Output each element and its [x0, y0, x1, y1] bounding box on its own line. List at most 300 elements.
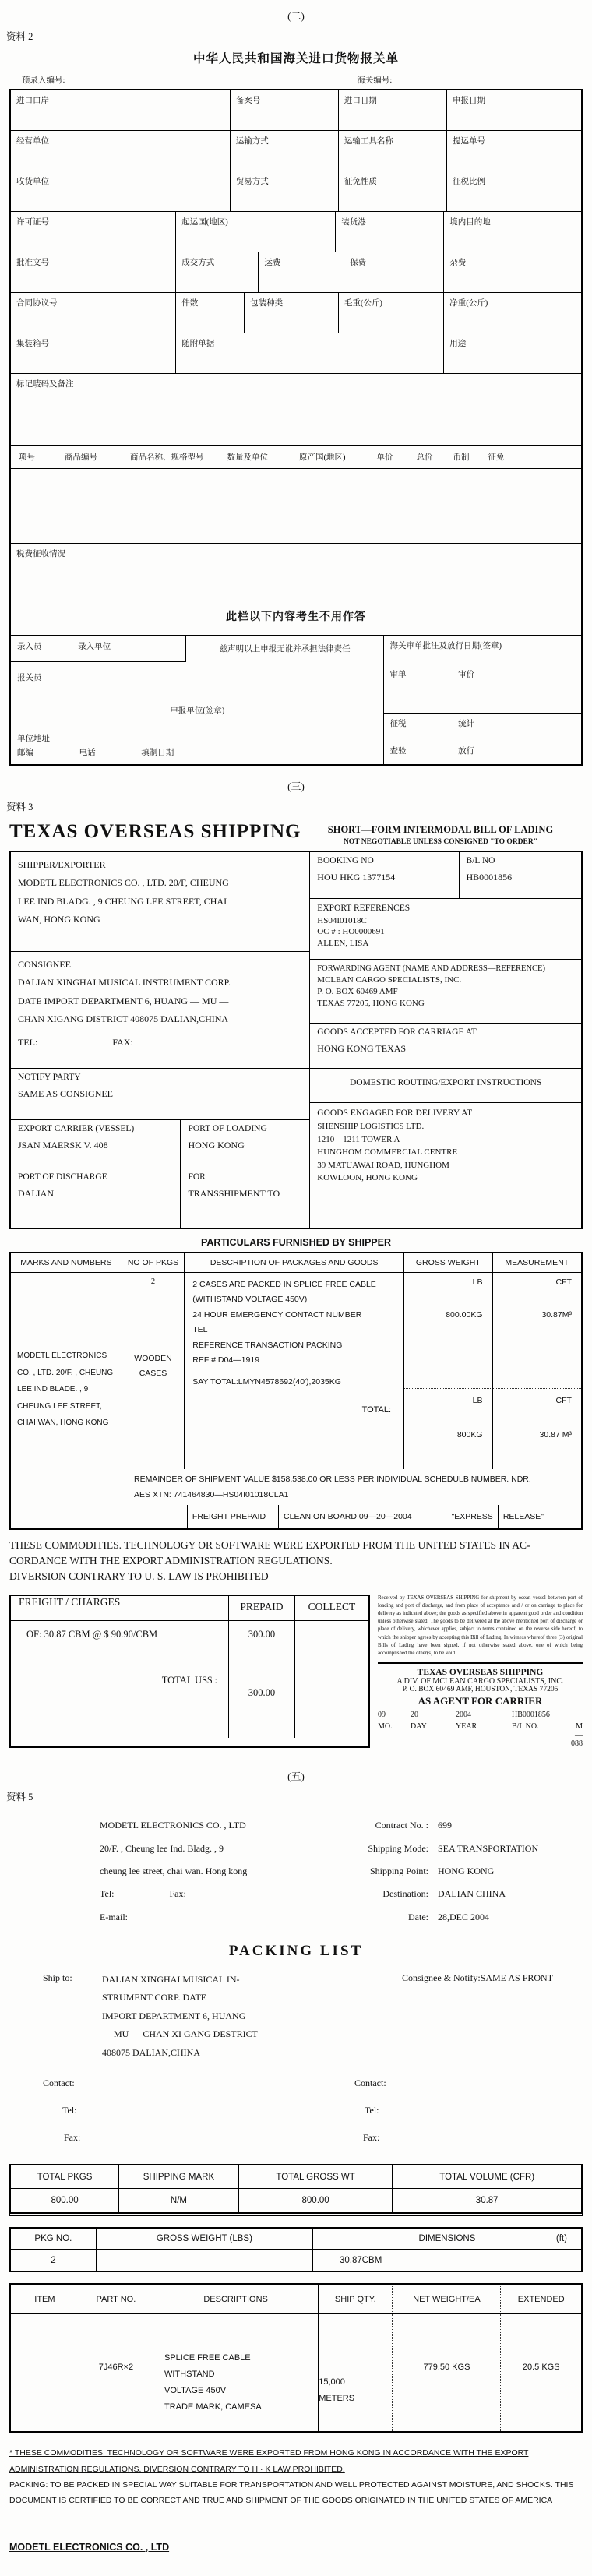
bl-no-label: B/L NO	[466, 856, 495, 865]
prepaid-label: PREPAID	[229, 1596, 295, 1620]
declare-unit-sign-label: 申报单位(签章)	[170, 707, 225, 715]
part-no-value: 7J46R×2	[79, 2314, 153, 2431]
descriptions-col-label: DESCRIPTIONS	[153, 2285, 319, 2313]
forwarding-agent-label: FORWARDING AGENT (NAME AND ADDRESS—REFERENCE)	[317, 964, 545, 973]
delivery-line: KOWLOON, HONG KONG	[317, 1173, 418, 1183]
section-marker-2: (二)	[287, 10, 305, 22]
item-header-row	[11, 2285, 581, 2314]
booking-no-label: BOOKING NO	[317, 856, 374, 865]
ms-value-1: 30.87M³	[541, 1310, 572, 1320]
col-quantity-unit: 数量及单位	[227, 453, 268, 462]
compliance-line: DIVERSION CONTRARY TO U. S. LAW IS PROHIBITED	[9, 1570, 269, 1583]
port-of-discharge-cell	[11, 1168, 181, 1228]
port-of-discharge-label: PORT OF DISCHARGE	[18, 1172, 107, 1182]
section-marker-3: (三)	[287, 781, 305, 792]
total-pkgs-value: 800.00	[11, 2189, 119, 2212]
col-commodity-code: 商品编号	[65, 453, 97, 462]
customs-endorsement-label: 海关审单批注及放行日期(签章)	[389, 642, 502, 650]
fill-date-label: 填制日期	[141, 749, 174, 757]
tel-label: TEL:	[18, 1036, 38, 1048]
bol-right-column	[310, 852, 581, 1228]
ocean-freight-amount: 300.00	[248, 1628, 276, 1640]
agent-role: AS AGENT FOR CARRIER	[418, 1695, 543, 1707]
customs-form-table	[9, 89, 583, 766]
phone-label: 电话	[79, 749, 96, 757]
tax-collection-label: 税费征收情况	[16, 550, 65, 559]
ms-unit: CFT	[555, 1277, 572, 1287]
release-label: RELEASE"	[502, 1511, 544, 1521]
extended-col-label: EXTENDED	[517, 2294, 565, 2304]
freight-charges-body	[11, 1621, 368, 1738]
pl-header-row	[100, 1883, 592, 1905]
dimensions-label: DIMENSIONS	[418, 2234, 476, 2244]
item-desc-line: WITHSTAND	[164, 2370, 215, 2380]
received-clause-text: Received by TEXAS OVERSEAS SHIPPING for shipment by ocean vessel between port of loading and port of discharge, and from place of acceptance and / or on carriage to place for delivery as indicated above; the goods as specified above in apparent good order and condition unless otherwise stated. The goods to be delivered at the above mentioned port of discharge or place of delivery, whichever applies, subject to terms contained on the reverse side hereof, to which the shipper agrees by accepting this Bill of Lading. In witness whereof three (3) original Bills of Lading have been signed, if not otherwise stated above, one of which being accomplished the other(s) to be void.	[378, 1595, 583, 1656]
col-unit-price: 单价	[376, 453, 393, 462]
price-review-label: 审价	[458, 671, 475, 679]
goods-accepted-label: GOODS ACCEPTED FOR CARRIAGE AT	[317, 1027, 477, 1037]
doc2-label: 资料 2	[6, 31, 33, 42]
field-bl-no: 提运单号	[452, 137, 485, 146]
consignee-notify-block	[402, 1971, 553, 2062]
tax-stats-cell	[384, 714, 581, 738]
tax-collection-cell	[11, 544, 581, 636]
field-transport-name: 运输工具名称	[339, 131, 447, 171]
pl-fax-label: Fax:	[169, 1888, 186, 1900]
agent-address: P. O. BOX 60469 AMF, HOUSTON, TEXAS 77205	[402, 1686, 559, 1694]
item-col-label: ITEM	[11, 2285, 79, 2313]
pl-tel-label: Tel:	[100, 1888, 115, 1900]
total-gross-wt-value: 800.00	[239, 2189, 393, 2212]
export-carrier-label: EXPORT CARRIER (VESSEL)	[18, 1124, 135, 1133]
delivery-line: 39 MATUAWAI ROAD, HUNGHOM	[317, 1160, 449, 1170]
packing-list-title: PACKING LIST	[228, 1943, 364, 1960]
field-trade-mode: 贸易方式	[231, 171, 339, 211]
fax-label-left: Fax:	[64, 2132, 81, 2144]
entry-clerk-box	[11, 636, 186, 662]
export-references-cell	[310, 899, 581, 960]
destination-value: DALIAN CHINA	[438, 1888, 506, 1900]
pkg-type-line: CASES	[139, 1368, 167, 1378]
item-detail-table	[9, 2283, 583, 2433]
shipping-mark-label: SHIPPING MARK	[119, 2165, 239, 2188]
freight-charges-header	[11, 1596, 368, 1621]
transshipment-label-1: FOR	[188, 1172, 206, 1182]
customs-row-6	[11, 293, 581, 333]
pkg-dimensions-table	[9, 2227, 583, 2272]
delivery-cell	[310, 1103, 581, 1228]
doc5-label: 资料 5	[6, 1792, 33, 1803]
received-clause-block	[370, 1595, 583, 1749]
contract-no-value: 699	[438, 1820, 452, 1831]
customs-endorsement-cell	[384, 636, 581, 714]
contact-row	[0, 2077, 592, 2089]
particulars-table	[9, 1252, 583, 1530]
field-misc-fees: 杂费	[449, 259, 467, 267]
field-import-port: 进口口岸	[11, 90, 231, 130]
year-label: YEAR	[456, 1722, 477, 1732]
customs-no-label: 海关编号:	[357, 76, 393, 85]
pl-header-row	[100, 1860, 592, 1883]
gross-weight-cell	[404, 1273, 492, 1469]
field-container-no: 集装箱号	[11, 333, 176, 373]
remainder-line: REMAINDER OF SHIPMENT VALUE $158,538.00 OR LESS PER INDIVIDUAL SCHEDULB NUMBER. NDR.	[134, 1475, 531, 1484]
entry-unit-label: 录入单位	[78, 643, 111, 651]
export-ref-line: ALLEN, LISA	[317, 939, 369, 949]
desc-line: 24 HOUR EMERGENCY CONTACT NUMBER	[192, 1309, 362, 1320]
marks-line: CHEUNG LEE STREET,	[17, 1401, 102, 1411]
agent-company: TEXAS OVERSEAS SHIPPING	[417, 1668, 544, 1678]
destination-label: Destination:	[382, 1888, 428, 1900]
field-insurance: 保费	[344, 252, 444, 292]
dotted-divider	[11, 469, 581, 506]
shipper-line: WAN, HONG KONG	[18, 914, 100, 925]
total-usd-label: TOTAL US$ :	[161, 1674, 217, 1686]
fax-row	[0, 2132, 592, 2144]
description-cell	[185, 1273, 404, 1469]
col-item-no: 项号	[19, 453, 35, 462]
goods-accepted-value: HONG KONG TEXAS	[317, 1043, 407, 1054]
item-desc-line: TRADE MARK, CAMESA	[164, 2402, 262, 2412]
export-carrier-value: JSAN MAERSK V. 408	[18, 1140, 108, 1151]
customs-row-5	[11, 252, 581, 293]
ship-to-line: DALIAN XINGHAI MUSICAL IN-	[102, 1974, 240, 1986]
col-no-of-pkgs: NO OF PKGS	[122, 1253, 185, 1272]
day-label: DAY	[411, 1722, 427, 1732]
pkg-no-value: 2	[11, 2250, 97, 2271]
ship-to-line: STRUMENT CORP. DATE	[102, 1992, 207, 2003]
discharge-transship-row	[11, 1168, 309, 1228]
part-no-col-label: PART NO.	[79, 2285, 153, 2313]
field-operator: 经营单位	[11, 131, 231, 171]
tel-row	[0, 2105, 592, 2116]
field-transport-mode: 运输方式	[231, 131, 339, 171]
dotted-divider	[404, 1388, 492, 1389]
col-marks: MARKS AND NUMBERS	[11, 1253, 122, 1272]
shipping-point-value: HONG KONG	[438, 1865, 495, 1876]
remainder-block	[11, 1469, 581, 1505]
bl-number: HB0001856	[512, 1711, 550, 1720]
entry-clerk-label: 录入员	[17, 643, 42, 651]
particulars-header	[11, 1253, 581, 1273]
ship-to-address	[102, 1971, 336, 2062]
particulars-title: PARTICULARS FURNISHED BY SHIPPER	[200, 1237, 391, 1248]
customs-row-7	[11, 333, 581, 374]
compliance-line: THESE COMMODITIES. TECHNOLOGY OR SOFTWARE WERE EXPORTED FROM THE UNITED STATES IN AC-	[9, 1538, 530, 1551]
pl-header-row	[100, 1838, 592, 1860]
zip-label: 邮编	[17, 749, 33, 757]
agent-division: A DIV. OF MCLEAN CARGO SPECIALISTS, INC.	[396, 1677, 564, 1686]
gw-unit: LB	[472, 1277, 483, 1287]
customs-row-1	[11, 90, 581, 131]
consignee-cell	[11, 952, 309, 1069]
marks-line: LEE IND BLADE. , 9	[17, 1385, 89, 1394]
declaration-statement: 兹声明以上申报无讹并承担法律责任	[219, 645, 351, 654]
pkg-type	[122, 1351, 185, 1381]
forwarder-line: TEXAS 77205, HONG KONG	[317, 998, 425, 1008]
bol-header	[9, 821, 583, 846]
item-desc-line: VOLTAGE 450V	[164, 2386, 227, 2396]
inspect-release-cell	[384, 738, 581, 764]
transshipment-cell	[181, 1168, 309, 1228]
ocean-freight-line: OF: 30.87 CBM @ $ 90.90/CBM	[26, 1628, 158, 1640]
customs-row-2	[11, 131, 581, 171]
contact-label-right: Contact:	[354, 2077, 386, 2089]
collect-label: COLLECT	[308, 1600, 356, 1612]
express-label: "EXPRESS	[435, 1505, 499, 1528]
pl-company-address-1: 20/F. , Cheung lee Ind. Bladg. , 9	[100, 1842, 224, 1854]
gw-value-1: 800.00KG	[446, 1310, 483, 1320]
goods-accepted-cell	[310, 1024, 581, 1069]
bl-date-labels	[378, 1722, 583, 1748]
dimensions-value-cell	[313, 2250, 581, 2271]
bol-form-subtitle: NOT NEGOTIABLE UNLESS CONSIGNED "TO ORDER"	[343, 838, 538, 846]
ship-qty-cell	[319, 2314, 393, 2431]
date-label: Date:	[408, 1911, 428, 1922]
field-attached-docs: 随附单据	[176, 333, 444, 373]
item-blank-area	[11, 469, 581, 544]
doc-review-label: 审单	[389, 671, 407, 679]
total-volume-value: 30.87	[475, 2196, 499, 2206]
signature-company: MODETL ELECTRONICS CO. , LTD	[9, 2541, 170, 2553]
totals-header-row	[11, 2165, 581, 2189]
export-ref-line: OC # : HO0000691	[317, 927, 385, 937]
notify-party-value: SAME AS CONSIGNEE	[18, 1088, 114, 1099]
field-loading-port: 装货港	[336, 212, 444, 252]
field-package-count: 件数	[176, 293, 245, 333]
shipping-mark-value: N/M	[119, 2189, 239, 2212]
field-domestic-destination: 境内目的地	[449, 218, 491, 227]
field-gross-weight: 毛重(公斤)	[339, 293, 444, 333]
freight-prepaid-label: FREIGHT PREPAID	[188, 1505, 279, 1528]
us-compliance-statement	[9, 1538, 583, 1585]
booking-no-cell	[310, 852, 459, 898]
field-declare-date: 申报日期	[452, 97, 485, 105]
review-pair	[389, 668, 576, 680]
marks-cell	[11, 1273, 122, 1469]
field-import-date: 进口日期	[339, 90, 447, 130]
domestic-routing-cell: DOMESTIC ROUTING/EXPORT INSTRUCTIONS	[310, 1069, 581, 1103]
bill-of-lading	[9, 821, 583, 1530]
field-consignee-unit: 收货单位	[11, 171, 231, 211]
pl-company-address-2: cheung lee street, chai wan. Hong kong	[100, 1865, 248, 1876]
freight-charges-table	[9, 1595, 370, 1749]
col-commodity-name: 商品名称、规格型号	[130, 453, 204, 462]
field-record-no: 备案号	[231, 90, 339, 130]
month-label: MO.	[378, 1722, 393, 1732]
item-value-row	[11, 2314, 581, 2431]
freight-charge-lines	[11, 1621, 229, 1738]
ship-qty-unit: METERS	[319, 2394, 355, 2404]
packing-notes	[9, 2445, 583, 2509]
pkg-header-row	[11, 2229, 581, 2250]
delivery-label: GOODS ENGAGED FOR DELIVERY AT	[317, 1108, 473, 1118]
export-references-label: EXPORT REFERENCES	[317, 904, 411, 913]
aes-line: AES XTN: 741464830—HS04I01018CLA1	[134, 1489, 289, 1499]
consignee-line: DALIAN XINGHAI MUSICAL INSTRUMENT CORP.	[18, 977, 231, 988]
customs-number-row	[22, 74, 570, 86]
total-label: TOTAL:	[361, 1404, 392, 1415]
bl-no-value: HB0001856	[466, 872, 513, 883]
field-approval-no: 批准文号	[11, 252, 176, 292]
notify-party-label: NOTIFY PARTY	[18, 1073, 81, 1082]
packing-note: PACKING: TO BE PACKED IN SPECIAL WAY SUITABLE FOR TRANSPORTATION AND WELL PROTECTED AGAINST MOISTURE, AND SHOCKS. THIS DOCUMENT IS CERTIFIED TO BE CORRECT AND TRUE AND SHIPMENT OF THE GOODS ORIGINATED IN THE UNITED STATES OF AMERICA	[9, 2479, 574, 2506]
inspection-label: 查验	[389, 747, 407, 756]
desc-line: TEL	[192, 1325, 208, 1335]
field-transaction-mode: 成交方式	[176, 252, 259, 292]
ship-to-line: IMPORT DEPARTMENT 6, HUANG	[102, 2010, 246, 2021]
shipper-cell	[11, 852, 309, 952]
clean-on-board-label: CLEAN ON BOARD 09—20—2004	[279, 1505, 435, 1528]
date-value: 28,DEC 2004	[438, 1911, 489, 1922]
total-gross-wt-label: TOTAL GROSS WT	[239, 2165, 393, 2188]
gw-value-2: 800KG	[456, 1430, 483, 1440]
pl-telfax-row	[100, 1883, 333, 1905]
freight-charges-label: FREIGHT / CHARGES	[11, 1596, 229, 1620]
zip-phone-date-row	[17, 746, 174, 758]
desc-line: (WITHSTAND VOLTAGE 450V)	[192, 1295, 308, 1305]
net-weight-value: 779.50 KGS	[393, 2314, 501, 2431]
fax-label-right: Fax:	[363, 2132, 380, 2144]
customs-footer	[11, 636, 581, 764]
consignee-line: CHAN XIGANG DISTRICT 408075 DALIAN,CHINA	[18, 1013, 229, 1025]
section-marker-5: (五)	[287, 1771, 305, 1783]
consignee-notify-label: Consignee & Notify:	[402, 1972, 481, 1984]
unit-address-label: 单位地址	[17, 735, 50, 743]
pkg-type-line: WOODEN	[134, 1354, 172, 1363]
bol-table	[9, 851, 583, 1229]
field-license-no: 许可证号	[11, 212, 176, 252]
field-tax-ratio: 征税比例	[452, 178, 485, 186]
net-weight-col-label: NET WEIGHT/EA	[393, 2285, 501, 2313]
item-description-cell	[153, 2314, 319, 2431]
shipper-line: LEE IND BLADG. , 9 CHEUNG LEE STREET, CHAI	[18, 895, 227, 907]
shipping-mode-label: Shipping Mode:	[368, 1842, 428, 1854]
marks-line: MODETL ELECTRONICS	[17, 1351, 107, 1360]
port-of-discharge-value: DALIAN	[18, 1188, 54, 1199]
ship-qty-value: 15,000	[319, 2377, 345, 2387]
dimensions-header	[313, 2229, 581, 2249]
pl-company-name: MODETL ELECTRONICS CO. , LTD	[100, 1820, 246, 1831]
field-package-type: 包装种类	[245, 293, 339, 333]
no-answer-note: 此栏以下内容考生不用作答	[226, 610, 366, 622]
dotted-divider	[493, 1388, 581, 1389]
totals-value-row	[11, 2189, 581, 2212]
delivery-line: SHENSHIP LOGISTICS LTD.	[317, 1122, 425, 1132]
ms-unit-2: CFT	[555, 1396, 572, 1405]
prepaid-values	[229, 1621, 295, 1738]
forwarder-line: MCLEAN CARGO SPECIALISTS, INC.	[317, 975, 462, 985]
ms-value-2: 30.87 M³	[539, 1430, 572, 1440]
field-net-weight: 净重(公斤)	[449, 299, 488, 308]
total-usd-amount: 300.00	[248, 1686, 276, 1698]
bol-form-title: SHORT—FORM INTERMODAL BILL OF LADING	[327, 824, 554, 835]
field-levy-nature: 征免性质	[339, 171, 447, 211]
ship-qty-col-label: SHIP QTY.	[319, 2285, 393, 2313]
booking-bl-row	[310, 852, 581, 899]
port-of-loading-label: PORT OF LOADING	[188, 1124, 267, 1133]
consignee-label: CONSIGNEE	[18, 959, 71, 970]
desc-line: REFERENCE TRANSACTION PACKING	[192, 1340, 343, 1350]
transshipment-label-2: TRANSSHIPMENT TO	[188, 1188, 280, 1199]
customs-row-3	[11, 171, 581, 212]
doc3-label: 资料 3	[6, 802, 33, 812]
item-header-row	[11, 446, 581, 469]
export-ref-line: HS04I01018C	[317, 915, 367, 925]
ship-to-block	[43, 1971, 592, 2062]
tel-label-right: Tel:	[365, 2105, 379, 2116]
say-total-line: SAY TOTAL:LMYN4578692(40′),2035KG	[192, 1376, 341, 1387]
bol-left-column	[11, 852, 310, 1228]
col-levy-exempt: 征免	[488, 453, 505, 462]
delivery-line: 1210—1211 TOWER A	[317, 1134, 400, 1144]
forwarder-line: P. O. BOX 60469 AMF	[317, 987, 398, 997]
col-total-price: 总价	[416, 453, 433, 462]
customs-footer-right	[384, 636, 581, 764]
shipping-point-label: Shipping Point:	[369, 1865, 428, 1876]
delivery-line: HUNGHOM COMMERCIAL CENTRE	[317, 1147, 458, 1158]
tel-label-left: Tel:	[62, 2105, 77, 2116]
field-marks-remarks: 标记唛码及备注	[11, 374, 581, 446]
measurement-cell	[493, 1273, 581, 1469]
release-label: 放行	[458, 747, 475, 756]
bl-day: 20	[411, 1711, 418, 1720]
bl-no-cell	[460, 852, 581, 898]
total-pkgs-label: TOTAL PKGS	[11, 2165, 119, 2188]
bol-company-name: TEXAS OVERSEAS SHIPPING	[9, 821, 301, 842]
tax-levy-label: 征税	[389, 720, 407, 728]
consignee-line: DATE IMPORT DEPARTMENT 6, HUANG — MU —	[18, 995, 229, 1006]
col-measurement: MEASUREMENT	[505, 1258, 569, 1267]
extended-value: 20.5 KGS	[522, 2363, 560, 2373]
pl-header-row	[100, 1814, 592, 1837]
pkg-count: 2	[150, 1277, 156, 1286]
pkg-value-row	[11, 2250, 581, 2271]
export-carrier-cell	[11, 1120, 181, 1168]
bl-date-values	[378, 1711, 583, 1719]
contract-no-label: Contract No. :	[375, 1820, 428, 1831]
port-of-loading-value: HONG KONG	[188, 1140, 245, 1151]
ship-to-line: 408075 DALIAN,CHINA	[102, 2046, 200, 2058]
desc-line: REF # D04—1919	[192, 1355, 260, 1366]
shipping-mode-value: SEA TRANSPORTATION	[438, 1842, 539, 1854]
customs-row-4	[11, 212, 581, 252]
pl-header-row	[100, 1906, 592, 1929]
freight-status-row	[11, 1505, 581, 1528]
field-freight: 运费	[259, 252, 344, 292]
bl-no-label: B/L NO.	[512, 1722, 539, 1732]
pkgs-cell	[122, 1273, 185, 1469]
booking-no-value: HOU HKG 1377154	[317, 872, 396, 883]
col-description: DESCRIPTION OF PACKAGES AND GOODS	[185, 1253, 404, 1272]
hk-compliance-note: * THESE COMMODITIES, TECHNOLOGY OR SOFTWARE WERE EXPORTED FROM HONG KONG IN ACCORDANCE WITH THE EXPORT ADMINISTRATION REGULATIONS. DIVERSION CONTRARY TO H · K LAW PROHIBITED.	[9, 2448, 529, 2474]
dimensions-value: 30.87CBM	[339, 2255, 382, 2265]
declarant-label: 报关员	[17, 674, 42, 682]
ship-to-label: Ship to:	[43, 1972, 72, 1984]
bol-form-type	[312, 821, 569, 846]
field-usage: 用途	[449, 340, 467, 348]
port-of-loading-cell	[181, 1120, 309, 1168]
carrier-loading-row	[11, 1120, 309, 1168]
gw-unit-2: LB	[472, 1396, 483, 1405]
col-gross-weight: GROSS WEIGHT	[404, 1253, 492, 1272]
totals-table	[9, 2164, 583, 2216]
statistics-label: 统计	[458, 720, 475, 728]
item-desc-line: SPLICE FREE CABLE	[164, 2353, 251, 2363]
form-code: M—088	[571, 1722, 583, 1749]
consignee-notify-value: SAME AS FRONT	[480, 1972, 554, 1984]
collect-values	[295, 1621, 368, 1738]
